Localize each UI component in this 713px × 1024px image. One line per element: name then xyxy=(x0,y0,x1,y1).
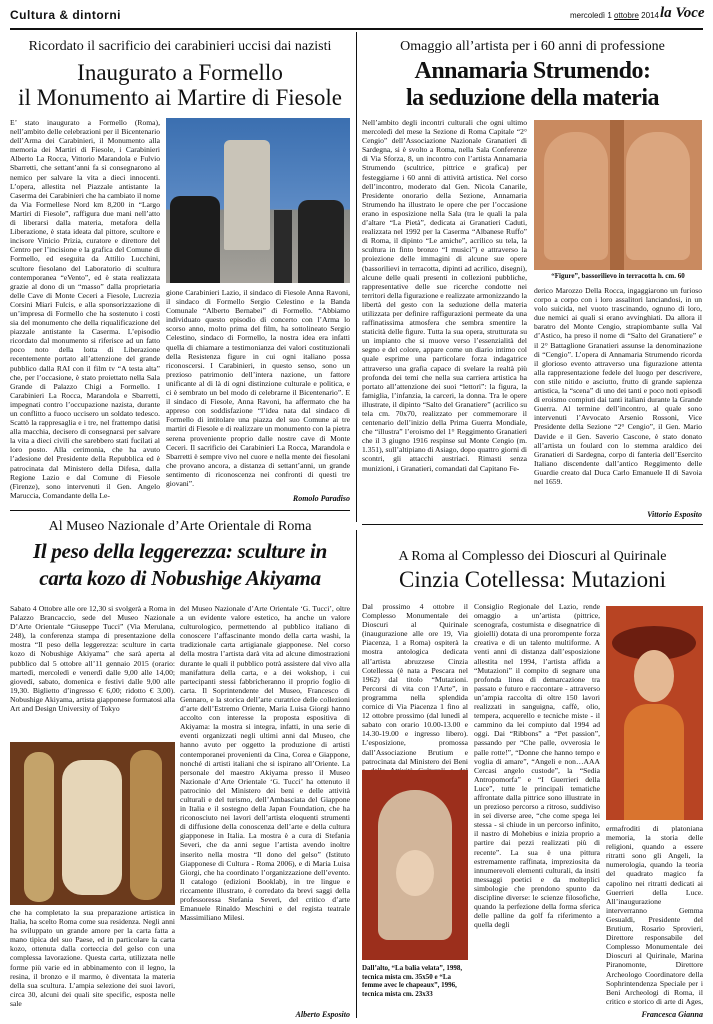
terracotta-relief-photo xyxy=(534,120,702,270)
date-year: 2014 xyxy=(641,11,659,20)
article2-kicker: Omaggio all’artista per i 60 anni di professione xyxy=(400,39,665,54)
article2-column-1: Nell’ambito degli incontri culturali che ogni ultimo mercoledì del mese la Sezione di Roma Capitale “2° Cengio” dell’Associazione Nazionale Granatieri di Sardegna, si è svolto a Roma, nella Sala Conferenze di Via Sforza, 8, un incontro con l’artista Annamaria Strumendo (scultrice, pittrice e grafica) per festeggiarne i 60 anni di attività artistica. Nel corso dell’incontro, moderato dal Gen. Nicola Canarile, Presidente onorario della Sezione, Annamaria Strumendo ha illustrato le opere che per l’occasione erano in esposizione nella Sala (tra le quali la pala d’altare “La Pietà”, dedicata ai Granatieri Caduti, realizzata nel 1992 per la Caserma “Albanese Ruffo” di Roma, il dipinto “Le amiche”, acrilico su tela, la scultura in finto bronzo “I musici”) e attraverso la proiezione delle immagini di alcune sue opere (bassorilievi in terracotta, dipinti ad acrilico, disegni), alcune delle quali presenti in collezioni pubbliche, rappresentative delle sue ricerche condotte nei territori della figurazione e realizzate armonizzando la libertà del gesto con la seduzione della materia utilizzata per definire raffigurazioni permeate da una raffinatissima atmosfera che sembra smentire la staticità delle figure. Tutta la sua opera, strutturata su un impianto che si muove verso l’essenzialità del segno e del colore, appare come un diario intimo col quale esprime una particolare forza indagatrice attraverso una grafia capace di svelare la realtà più profonda dei temi che nella sua carriera artistica ha portato all’attenzione dei suoi “lettori”: la figura, la famiglia, l’infanzia, la carceri, la donna. Tra le opere illustrate, il dipinto “Salto del Granatiere” (acrilico su tela cm. 70x70, realizzato per commemorare il centenario dell’inizio della Prima Guerra Mondiale, che “illustra” l’eroismo del 1° Reggimento Granatieri che il 3 giugno 1916 respinse sul Monte Cengio (m. 1.351), sull’altipiano di Asiago, dopo quattro giorni di scontri, gli attacchi austriaci. Rimasti senza munizioni, i Granatieri, comandati dal Capitano Fe- xyxy=(362,118,527,473)
issue-date xyxy=(570,11,659,20)
article3-column-2: del Museo Nazionale d’Arte Orientale ‘G. Tucci’, oltre a un evidente valore estetico, ha anche un valore culturologico, permettendo al pubblico italiano di conoscere l’affascinante mondo della carta washi, la tradizionale carta artigianale giapponese. Nel corso della mostra l’artista darà vita ad alcune dimostrazioni durante le quali il pubblico potrà assistere dal vivo alla manifattura della carta, e a dei wokshop, i cui partecipanti stessi fabbricheranno il proprio foglio di carta. Il Soprintendente del Museo, Francesco di Gennaro, e la storica dell’arte curatrice delle collezioni d’arte dell’Estremo Oriente, Maria Luisa Giorgi hanno accolto con interesse la proposta espositiva di Akiyama: la mostra si integra, infatti, in una serie di eventi organizzati negli ultimi anni dal Museo, che hanno avuto per oggetto la produzione di artisti contemporanei provenienti da Cina, Corea e Giappone, nonché di artisti italiani che si ispirano all’Oriente. La personale del maestro Akiyama presso il Museo Nazionale d’Arte Orientale ‘G. Tucci’ ha ottenuto il patrocinio del Ministero dei beni e delle attività culturali e del turismo, dell’Ambasciata del Giappone in Italia e il sostegno della Japan Foundation, che ha riconosciuto nei lavori dell’artista eloquenti strumenti di diffusione della conoscenza dell’arte e della cultura giapponese in Italia. La mostra è a cura di Stefania Severi, che da anni segue l’artista avendo inoltre inserito nella mostra “Il dono del gelso” (Istituto Giapponese di Cultura - Roma 2006), e di Maria Luisa Giorgi, che ha coordinato l’organizzazione dell’evento. Il catalogo (edizioni Booklab), in tre lingue e riccamente illustrato, è corredato da brevi saggi della professoressa Stefania Severi, del critico d’arte Emanuele Rinaldo Meschini e del regista teatrale Massimiliano Milesi. xyxy=(180,604,350,923)
article4-signature: Francesca Gianna xyxy=(641,1010,703,1019)
article2-title xyxy=(362,58,703,112)
article1-title-line2: il Monumento ai Martire di Fiesole xyxy=(18,85,342,110)
column-divider-top xyxy=(356,32,357,522)
article3-title-line2: carta kozo di Nobushige Akiyama xyxy=(39,566,321,590)
relief-shadow xyxy=(610,120,624,270)
section-label: Cultura & dintorni xyxy=(10,8,121,22)
article1-title-line1: Inaugurato a Formello xyxy=(77,60,283,85)
middle-rule-right xyxy=(362,524,703,525)
monument-photo xyxy=(166,118,350,283)
crowd-left xyxy=(170,196,220,283)
article4-column-1: Dal prossimo 4 ottobre il Complesso Monumentale dei Dioscuri al Quirinale (inaugurazione alle ore 19, Via Piacenza, 1 a Roma) ospiterà la mostra antologica dedicata all’artista abruzzese Cinzia Cotellessa (è nata a Pescara nel 1962) dal titolo “Mutazioni. Percorsi di vita con l’Arte”, in programma nella splendida cornice di Via Piacenza 1 fino al 12 ottobre prossimo (dal lunedì al sabato con orario 10.00-13.00 e 14.30-19.00 e ingresso libero). L’esposizione, promossa dall’Associazione Brutium e patrocinata dal Ministero dei Beni xyxy=(362,602,468,766)
middle-rule-left xyxy=(10,510,350,511)
article4-kicker: A Roma al Complesso dei Dioscuri al Quirinale xyxy=(398,549,667,564)
femme-chapeau-painting xyxy=(606,606,703,820)
article4-title: Cinzia Cotellessa: Mutazioni xyxy=(398,567,666,592)
painting-body xyxy=(624,704,684,820)
header-bar xyxy=(10,4,703,26)
crowd-right xyxy=(298,200,344,283)
article1-signature: Romolo Paradiso xyxy=(292,494,350,503)
date-day: mercoledì 1 xyxy=(570,11,612,20)
painting-face xyxy=(634,650,674,702)
article4-column-3: ermafroditi di platoniana memoria, la storia delle religioni, quando a essere ritratti sono gli Angeli, la numerologia, quando la teoria del quadrato magico fa capolino nei ritratti dedicati ai Guerrieri della Luce. All’inaugurazione interverranno Gemma Gesualdi, Presidente del Brutium, Rosario Sprovieri, Direttore responsabile del Complesso Monumentale dei Dioscuri al Quirinale, Marina Piranomonte, Direttore Archeologo Coordinatore della Sophrintendenza Speciale per i Beni Archeologi di Roma, il critico e storico di arte di Ages, xyxy=(606,824,703,1006)
column-divider-bottom xyxy=(356,530,357,1018)
sculpture-paper xyxy=(62,760,122,895)
article2-signature: Vittorio Esposito xyxy=(647,510,702,519)
article2-title-line1: Annamaria Strumendo: xyxy=(414,58,651,84)
sculpture-wood-right xyxy=(130,750,162,900)
relief-figure-right xyxy=(626,132,690,260)
kozo-sculpture-photo xyxy=(10,742,175,905)
article1-column-1: E’ stato inaugurato a Formello (Roma), nell’ambito delle celebrazioni per il Bicentenario dell’Arma dei Carabinieri, il Monumento alla memoria dei Martiri di Fiesole, i Carabinieri Alberto La Rocca, Vittorio Marandola e Fulvio Sbarretti, che settant’anni fa si consegnarono al nemico per salvare la vita a dieci innocenti. L’opera, allestita nel Piazzale antistante la Caserma dei Carabinieri che ha cambiato il nome da Via Formellese Nord km 8,200 in “Largo Martiri di Fiesole”, raffigura due mani nell’atto di liberarsi dalla materia, metafora della Liberazione, è stata ideata dal pittore, scultore e incisore Vinicio Prizia, curatore e direttore del Centro per l’incisione e la grafica del Comune di Formello, ed eseguita da Attilio Lucchini, scultore fiesolano del Laboratorio di scultura contemporanea “eVento”, ed è stata realizzata grazie al dono di un “masso” dalla proprietaria delle Cave di Monte Ceceri a Fiesole, Lucrezia Corsini Miari Fulcis, e alla sponsorizzazione di un’impresa di Formello che ha sostenuto i costi sia del monumento che della riqualificazione del piazzale antistante la Caserma. L’episodio ricordato dal monumento si riferisce ad un fatto poco noto della lotta di Liberazione recentemente portato all’attenzione del grande pubblico dalla RAI con il film tv “A testa alta” che, per l’occasione, è stato proiettato nella Sala Grande di Palazzo Chigi a Formello. I Carabinieri La Rocca, Marandola e Sbarretti, impegnati contro l’occupazione nazista, durante un conflitto a fuoco uccisero un soldato tedesco. Scattò la rappresaglia e i tre, nel frattempo datisi alla macchia, decisero di consegnarsi per salvare la vita a dieci civili che sarebbero stati fucilati al loro posto. Alla cerimonia, che ha avuto l’adesione del Presidente della Repubblica ed è patrocinata dal Ministero della Difesa, dalla Regione Lazio e dal Comune di Fiesole (Firenze), sono intervenuti il Gen. Angelo Maruccia, Comandante della Le- xyxy=(10,118,160,500)
header-rule xyxy=(10,28,703,30)
article1-column-2: gione Carabinieri Lazio, il sindaco di Fiesole Anna Ravoni, il sindaco di Formello Sergio Celestino e la Banda Comunale “Alberto Bernabei” di Formello. “Abbiamo individuato questo episodio di concerto con l’Arma lo scorso anno, molto prima del film, ha sottolineato Sergio Celestino, sindaco di Formello, la nostra idea era infatti quella di chiamare a testimonianza dei valori costituzionali della Resistenza figure in cui ogni italiano possa riconoscersi. I Carabinieri, in questo senso, sono un prezioso patrimonio dell’intera nazione, un fattore unificante al di là di ogni distinzione culturale e politica, e ci è sembrato un bel modo di celebrarne il Bicentenario”. E il sindaco di Fiesole, Anna Ravoni, ha affermato che ha appreso con soddisfazione “l’idea nata dal sindaco di Formello di intitolare una piazza del suo Comune ai tre martiri di Fiesole e di realizzare un monumento con la pietra serena proveniente proprio dalle nostre cave di Monte Ceceri. Il sacrificio dei Carabinieri La Rocca, Marandola e Sbarretti è sempre vivo nel cuore e nella mente dei fiesolani che provano ancora, a distanza di settant’anni, un grande sentimento di riconoscenza nei confronti di questi tre giovani”. xyxy=(166,288,350,488)
officer-figure xyxy=(274,210,292,283)
monument-stone xyxy=(224,140,270,250)
article3-column-1-top: Sabato 4 Ottobre alle ore 12,30 si svolgerà a Roma in Palazzo Brancaccio, sede del Museo Nazionale D’Arte Orientale “Giuseppe Tucci” (Via Merulana, 248), la conferenza stampa di presentazione della mostra “Il peso della leggerezza: sculture in carta kozo di Nobushige Akiyama” che sarà aperta al pubblico dal 5 ottobre all’11 gennaio 2015 (orario: martedì, mercoledì e venerdì dalle 9,00 alle 14,00; giovedì, sabato, domenica e festivi dalle 9,00 alle 19,30. Biglietto d’ingresso € 6,00; ridotto € 3,00). Nobushige Akiyama, artista giapponese formatosi alla Art and Design University of Tokyo xyxy=(10,604,175,714)
article1-kicker: Ricordato il sacrificio dei carabinieri uccisi dai nazisti xyxy=(28,39,332,54)
date-month: ottobre xyxy=(614,11,639,20)
article3-column-1-bottom: che ha completato la sua preparazione artistica in Italia, ha scelto Roma come sua residenza. Negli anni ha sviluppato un grande amore per la carta fatta a mano tipica del suo Paese, ed in particolare la carta kozo, ottenuta dalla corteccia del gelso con una complessa lavorazione. Questa carta, utilizzata nelle forme più varie ed in abbinamento con il legno, la resina, il bronzo e il marmo, è diventata la materia della sua scultura. L’ampia selezione dei suoi lavori, circa 30, alcuni dei quali site specific, esposta nelle sale xyxy=(10,908,175,1008)
article3-title-line1: Il peso della leggerezza: sculture in xyxy=(33,539,327,563)
sculpture-wood-left xyxy=(24,752,54,902)
article1-title xyxy=(10,60,350,110)
relief-figure-left xyxy=(544,132,608,260)
article3-title xyxy=(10,538,350,592)
balia-velata-painting xyxy=(362,770,468,960)
painting-child xyxy=(396,850,434,896)
article4-caption: Dall’alto, “La balia velata”, 1998, tecnica mista cm. 35x50 e “La femme avec le chapeaux”, 1996, tecnica mista cm. 23x33 xyxy=(362,964,463,998)
newspaper-logo: la Voce xyxy=(660,5,705,21)
article2-title-line2: la seduzione della materia xyxy=(406,85,659,111)
article2-caption: “Figure”, bassorilievo in terracotta h. cm. 60 xyxy=(551,272,685,280)
article4-column-2: Consiglio Regionale del Lazio, rende omaggio a un’artista (pittrice, scenografa, costumista e disegnatrice di gioielli) dotata di una prorompente forza creativa e di un talento multiforme. A venti anni di distanza dall’esposizione allestita nel 1994, l’artista affida a “Mutazioni” il compito di segnare una profonda linea di demarcazione tra passato e futuro e raccontare - attraverso un’ampia raccolta di oltre 150 lavori realizzati in sanguigna, caffè, olio, tempera, acquerello e tecniche miste - il cammino da lei compiuto dal 1994 ad oggi. Dai “Ribbons” a “Pet passion”, passando per “Che palle, ovverosia le palle rotte!”, “Donne che hanno tempo e voglia di amare”, “Angeli e non…AAA Cercasi angelo custode”, la “Sedia Antropomorfa” e “I Guerrieri della Luce”, tutte le principali tematiche affrontate dalla pittrice sono illustrate in un prezioso percorso a ritroso, suddiviso in sei diverse aree, “che come spega lei stessa - si chiude in un percorso infinito, il nastro di Mohebius e inizia proprio a partire dai pezzi realizzati più di recente”. La sua è una pittura estremamente raffinata, impreziosita da innumerevoli elementi culturali, da insiti messaggi poetici e da molteplici simbologie che prendono spunto da discipline diverse: le scienze filosofiche, quando la perfezione della forma sferica delle palline da golf fa riferimento a quella degli xyxy=(474,602,600,930)
article2-column-2: derico Marozzo Della Rocca, ingaggiarono un furioso corpo a corpo con i loro assalitori lanciandosi, in un volo suicida, nel vuoto trascinando, ognuno di loro, due nemici ai quali si erano avvinghiati. Da allora il baratro del Monte Cengio, strapiombante sulla Val d’Astico, ha preso il nome di “Salto del Granatiere” e il 2° Battaglione Granatieri assunse la denominazione di “Cengio”. L’opera di Annamaria Strumendo ricorda il glorioso evento attraverso una figurazione attenta alla rappresentazione fedele del luogo per descrivere, con stile nitido e asciutto, frutto di grande sapienza artistica, la “scena” di uno dei tanti e poco noti episodi di eroismo compiuti dai tanti italiani durante la Grande Guerra. Al termine dell’incontro, al quale sono intervenuti l’Avvocato Arsenio Rossoni, Vice Presidente della Sezione “2° Cengio”, il Gen. Mario Davide e il Gen. Saverio Cascone, è stato donato all’artista un foulard con lo stemma araldico dei Granatieri di Sardegna, corpo di fanteria dell’Esercito Italiano discendente dall’antico Reggimento delle Guardie creato dal Duca Carlo Emanuele II di Savoia nel 1659. xyxy=(534,286,702,486)
article3-signature: Alberto Esposito xyxy=(295,1010,350,1019)
article3-kicker: Al Museo Nazionale d’Arte Orientale di Roma xyxy=(48,519,312,534)
